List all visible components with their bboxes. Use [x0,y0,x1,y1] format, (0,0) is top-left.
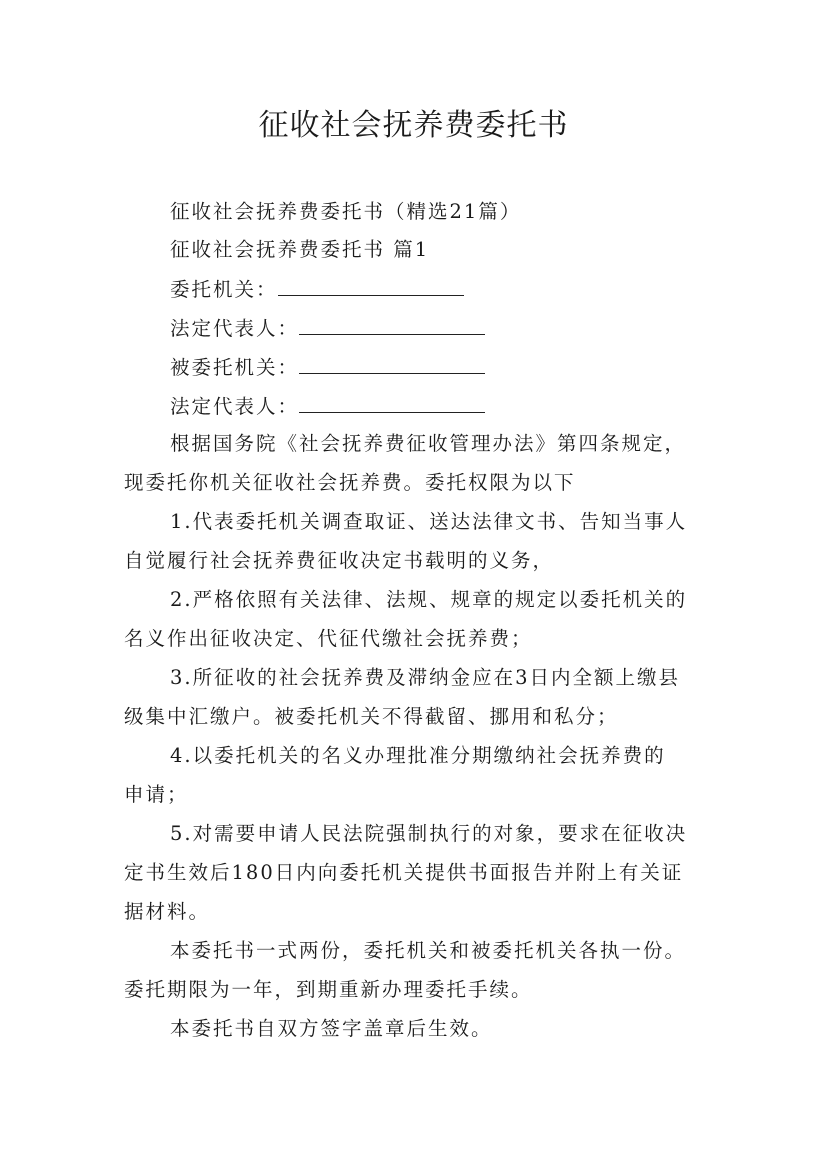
entrusting-org-field [170,276,464,304]
legal-rep-field-2 [170,393,485,421]
legal-rep-blank-2 [299,394,485,413]
entrusting-org-blank [278,277,464,296]
item3-line-1: 3.所征收的社会抚养费及滞纳金应在3日内全额上缴县 [170,666,681,689]
item5-line-2: 定书生效后180日内向委托机关提供书面报告并附上有关证 [124,861,684,884]
entrusted-org-field [170,354,485,382]
item5-line-3: 据材料。 [124,900,211,923]
item1-line-2: 自觉履行社会抚养费征收决定书载明的义务， [124,549,555,572]
legal-rep-blank-1 [299,316,485,335]
legal-rep-label-2: 法定代表人： [170,395,300,418]
entrusting-org-label: 委托机关： [170,278,278,301]
subtitle: 征收社会抚养费委托书（精选21篇） [170,200,522,223]
item3-line-2: 级集中汇缴户。被委托机关不得截留、挪用和私分； [124,705,619,728]
intro-line-2: 现委托你机关征收社会抚养费。委托权限为以下 [124,471,576,494]
copies-line-1: 本委托书一式两份，委托机关和被委托机关各执一份。 [170,939,687,962]
copies-line-2: 委托期限为一年，到期重新办理委托手续。 [124,978,533,1001]
item2-line-2: 名义作出征收决定、代征代缴社会抚养费； [124,627,533,650]
item4-line-1: 4.以委托机关的名义办理批准分期缴纳社会抚养费的 [170,744,666,767]
entrusted-org-label: 被委托机关： [170,356,300,379]
effective-line: 本委托书自双方签字盖章后生效。 [170,1017,493,1040]
intro-line-1: 根据国务院《社会抚养费征收管理办法》第四条规定， [170,432,687,455]
item4-line-2: 申请； [124,783,189,806]
item2-line-1: 2.严格依照有关法律、法规、规章的规定以委托机关的 [170,588,688,611]
entrusted-org-blank [299,355,485,374]
legal-rep-field-1 [170,315,485,343]
legal-rep-label-1: 法定代表人： [170,317,300,340]
item5-line-1: 5.对需要申请人民法院强制执行的对象，要求在征收决 [170,822,688,845]
document-title: 征收社会抚养费委托书 [258,108,569,143]
item1-line-1: 1.代表委托机关调查取证、送达法律文书、告知当事人 [170,510,688,533]
chapter-heading: 征收社会抚养费委托书 篇1 [170,238,430,261]
